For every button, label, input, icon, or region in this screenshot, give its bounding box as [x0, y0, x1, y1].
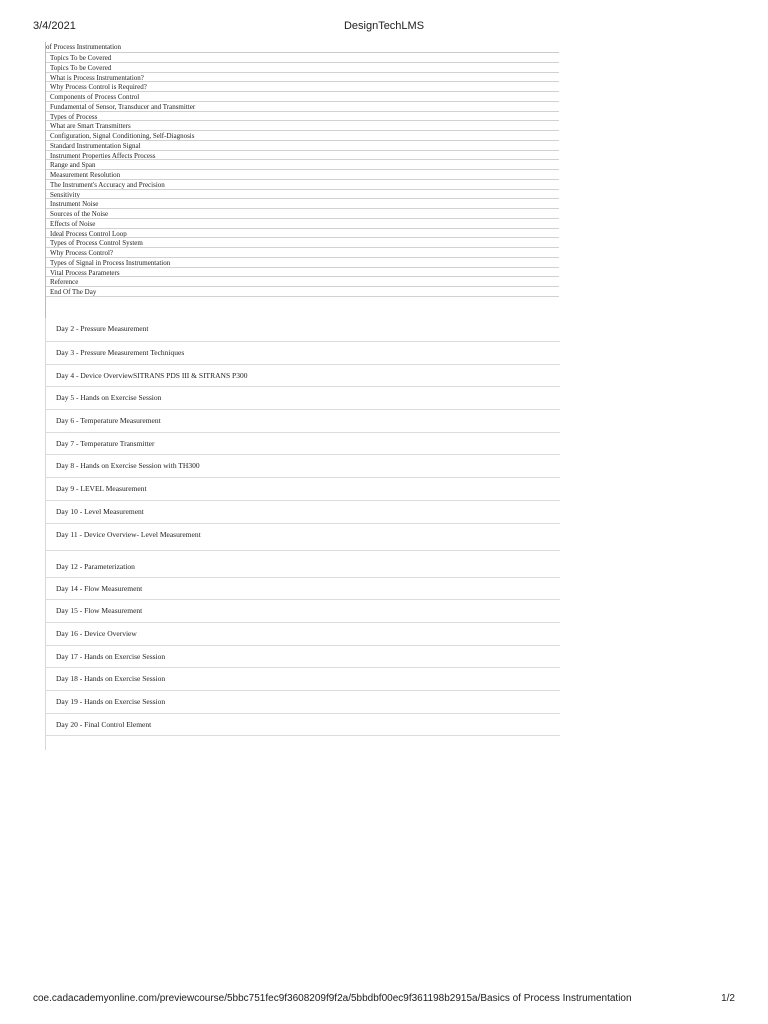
day-item[interactable]: Day 10 - Level Measurement: [46, 501, 560, 524]
topic-item[interactable]: What is Process Instrumentation?: [45, 73, 559, 83]
topic-item[interactable]: Sensitivity: [45, 190, 559, 200]
topic-item[interactable]: Sources of the Noise: [45, 209, 559, 219]
day-item[interactable]: Day 15 - Flow Measurement: [46, 600, 560, 623]
topic-item[interactable]: The Instrument's Accuracy and Precision: [45, 180, 559, 190]
day-item[interactable]: Day 17 - Hands on Exercise Session: [46, 646, 560, 669]
day-item[interactable]: Day 3 - Pressure Measurement Techniques: [46, 342, 560, 365]
topic-item[interactable]: Types of Signal in Process Instrumentation: [45, 258, 559, 268]
day-item[interactable]: Day 12 - Parameterization: [46, 551, 560, 578]
print-date: 3/4/2021: [33, 20, 76, 32]
day-item[interactable]: Day 16 - Device Overview: [46, 623, 560, 646]
day-item[interactable]: Day 11 - Device Overview- Level Measurement: [46, 524, 560, 551]
topic-item[interactable]: Instrument Noise: [45, 199, 559, 209]
day1-heading[interactable]: of Process Instrumentation: [45, 42, 559, 53]
page-number: 1/2: [721, 993, 735, 1004]
topic-item[interactable]: Fundamental of Sensor, Transducer and Transmitter: [45, 102, 559, 112]
topic-item[interactable]: Types of Process Control System: [45, 238, 559, 248]
day-item[interactable]: Day 20 - Final Control Element: [46, 714, 560, 737]
topic-item[interactable]: Why Process Control is Required?: [45, 82, 559, 92]
topic-list-border: [45, 42, 46, 318]
topic-item[interactable]: What are Smart Transmitters: [45, 121, 559, 131]
topic-item[interactable]: Topics To be Covered: [45, 53, 559, 63]
day-item[interactable]: Day 9 - LEVEL Measurement: [46, 478, 560, 501]
topic-item[interactable]: End Of The Day: [45, 287, 559, 297]
topic-item[interactable]: Configuration, Signal Conditioning, Self-Diagnosis: [45, 131, 559, 141]
topic-item[interactable]: Range and Span: [45, 160, 559, 170]
footer-url: coe.cadacademyonline.com/previewcourse/5bbc751fec9f3608209f9f2a/5bbdbf00ec9f361198b2915a/Basics of Process Instrumentation: [33, 993, 632, 1004]
day-item[interactable]: Day 8 - Hands on Exercise Session with TH300: [46, 455, 560, 478]
day-item[interactable]: Day 7 - Temperature Transmitter: [46, 433, 560, 456]
topic-item[interactable]: Measurement Resolution: [45, 170, 559, 180]
topic-item[interactable]: Topics To be Covered: [45, 63, 559, 73]
page-title: DesignTechLMS: [343, 20, 425, 32]
topic-item[interactable]: Instrument Properties Affects Process: [45, 151, 559, 161]
topic-item[interactable]: Reference: [45, 277, 559, 287]
day1-topic-list: [45, 42, 559, 297]
day-item[interactable]: Day 18 - Hands on Exercise Session: [46, 668, 560, 691]
day-item[interactable]: Day 5 - Hands on Exercise Session: [46, 387, 560, 410]
day-item[interactable]: Day 14 - Flow Measurement: [46, 578, 560, 601]
topic-item[interactable]: Components of Process Control: [45, 92, 559, 102]
day-item[interactable]: Day 2 - Pressure Measurement: [46, 318, 560, 342]
list-end-spacer: [46, 736, 560, 750]
topic-item[interactable]: Types of Process: [45, 112, 559, 122]
day-item[interactable]: Day 4 - Device OverviewSITRANS PDS III & SITRANS P300: [46, 365, 560, 388]
topic-item[interactable]: Why Process Control?: [45, 248, 559, 258]
topic-item[interactable]: Standard Instrumentation Signal: [45, 141, 559, 151]
topic-item[interactable]: Effects of Noise: [45, 219, 559, 229]
topic-item[interactable]: Ideal Process Control Loop: [45, 229, 559, 239]
course-day-list: [45, 318, 560, 750]
day-item[interactable]: Day 6 - Temperature Measurement: [46, 410, 560, 433]
day-item[interactable]: Day 19 - Hands on Exercise Session: [46, 691, 560, 714]
topic-item[interactable]: Vital Process Parameters: [45, 268, 559, 278]
